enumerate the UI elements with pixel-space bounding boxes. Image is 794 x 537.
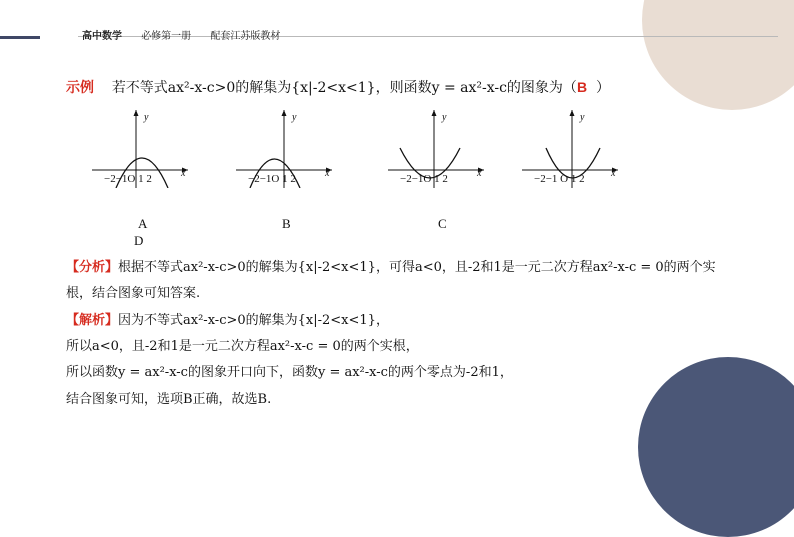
- example-question: [66, 77, 610, 97]
- graph-a-y-label: y: [144, 112, 149, 123]
- graph-b-y-label: y: [292, 112, 297, 123]
- graph-d: [522, 108, 622, 192]
- graph-b: [236, 108, 336, 192]
- solution-text-1: 因为不等式ax²-x-c>0的解集为{x|-2<x<1}，: [118, 313, 389, 328]
- solution-line-4: 结合图象可知，选项B正确，故选B.: [66, 392, 272, 407]
- option-label-b: B: [282, 216, 291, 231]
- graph-d-y-label: y: [580, 112, 585, 123]
- example-tag: 示例: [66, 80, 94, 96]
- analysis-text-1: 根据不等式ax²-x-c>0的解集为{x|-2<x<1}，可得a<0，且-2和1是一元二次方程ax²-x-c = 0的两个实: [118, 260, 716, 275]
- analysis-tag: 【分析】: [66, 260, 119, 275]
- solution-tag: 【解析】: [66, 313, 119, 328]
- graph-b-ticks: −2−1O 1 2: [248, 173, 296, 185]
- decorative-circle-bottom: [638, 357, 794, 537]
- answer-letter: B: [576, 79, 588, 95]
- option-label-a: A: [138, 216, 148, 231]
- decorative-circle-top: [642, 0, 794, 110]
- question-close: ）: [595, 80, 610, 96]
- header-subject: 高中数学: [82, 31, 122, 42]
- solution-line-3: 所以函数y = ax²-x-c的图象开口向下，函数y = ax²-x-c的两个零点为-2和1，: [66, 365, 513, 380]
- graph-b-x-label: x: [325, 168, 330, 179]
- solution-line-2: 所以a<0，且-2和1是一元二次方程ax²-x-c = 0的两个实根，: [66, 339, 419, 354]
- question-text: 若不等式ax²-x-c>0的解集为{x|-2<x<1}，则函数y = ax²-x-c的图象为（: [111, 80, 577, 96]
- graph-c: [388, 108, 488, 192]
- graph-c-x-label: x: [477, 168, 482, 179]
- graph-c-y-label: y: [442, 112, 447, 123]
- header-accent-bar: [0, 36, 40, 39]
- option-label-c: C: [438, 216, 447, 231]
- analysis-line-2: 根，结合图象可知答案.: [66, 286, 201, 301]
- solution-line-1: [66, 309, 389, 328]
- header: [82, 27, 296, 42]
- header-edition: 配套江苏版教材: [210, 31, 281, 42]
- analysis-line-1: [66, 256, 716, 275]
- graph-a-x-label: x: [181, 168, 186, 179]
- graph-a-ticks: −2−1O 1 2: [104, 173, 152, 185]
- header-book: 必修第一册: [141, 31, 192, 42]
- graph-d-ticks: −2−1 O 1 2: [534, 173, 585, 185]
- graph-d-x-label: x: [611, 168, 616, 179]
- graph-c-ticks: −2−1O 1 2: [400, 173, 448, 185]
- option-label-d: D: [134, 233, 144, 248]
- graph-a: [92, 108, 192, 192]
